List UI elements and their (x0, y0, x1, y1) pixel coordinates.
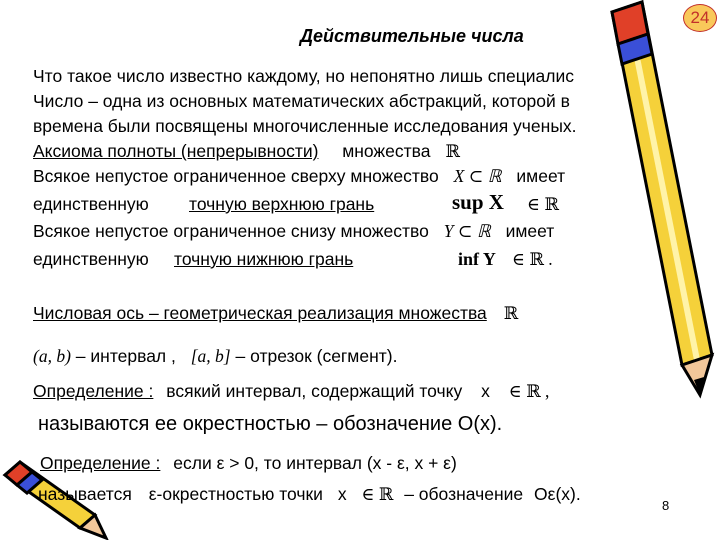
sup-term: точную верхнюю грань (189, 194, 375, 214)
inf-formula: inf Y (458, 249, 496, 269)
interval-closed: [a, b] (190, 346, 231, 366)
definition-2-end: – обозначение (404, 484, 524, 504)
definition-2-label: Определение : (40, 453, 161, 473)
inf-has: имеет (505, 221, 555, 241)
inf-set-expr: Y ⊂ ℝ (443, 221, 491, 241)
axiom-heading: Аксиома полноты (непрерывности) (33, 141, 319, 161)
sup-in-reals: ∈ ℝ (527, 194, 559, 214)
sup-set-expr: X ⊂ ℝ (453, 166, 502, 186)
sup-formula: sup X (452, 190, 504, 214)
number-line-row (33, 305, 518, 323)
intro-line-3: времена были посвящены многочисленные исследования ученых. (33, 116, 577, 136)
definition-2-text: если ε > 0, то интервал (x - ε, x + ε) (173, 453, 457, 473)
intro-line-1: Что такое число известно каждому, но непонятно лишь специалис (33, 66, 574, 86)
intro-line-2: Число – одна из основных математических абстракций, которой в (33, 91, 570, 111)
page-title: Действительные числа (300, 26, 524, 46)
definition-1-line-2: называются ее окрестностью – обозначение O(x). (38, 413, 503, 435)
definition-1-text: всякий интервал, содержащий точку (166, 381, 463, 401)
sup-line-2 (33, 196, 149, 214)
definition-1-in-reals: ∈ ℝ , (508, 381, 550, 401)
definition-2-line-1 (40, 455, 457, 473)
definition-2-line-2 (38, 486, 581, 504)
intervals-row (33, 348, 397, 366)
definition-2-notation: Oε(x). (534, 484, 581, 504)
definition-1-label: Определение : (33, 381, 154, 401)
pencil-icon (600, 0, 720, 400)
number-line-text: Числовая ось – геометрическая реализация множества (33, 303, 487, 323)
interval-open-label: – интервал , (75, 346, 176, 366)
inf-line-1 (33, 223, 554, 241)
page-number: 8 (662, 498, 670, 513)
axiom-set-word: множества (342, 141, 431, 161)
inf-term: точную нижнюю грань (174, 249, 354, 269)
interval-open: (a, b) (33, 346, 71, 366)
axiom-line (33, 143, 460, 161)
sup-unique: единственную (33, 194, 149, 214)
inf-in-reals: ∈ ℝ . (512, 249, 553, 269)
definition-2-start: называется (38, 484, 132, 504)
axiom-reals: ℝ (445, 141, 460, 161)
interval-closed-label: – отрезок (сегмент). (235, 346, 398, 366)
sup-line-1 (33, 168, 565, 186)
number-line-reals: ℝ (503, 303, 519, 323)
definition-2-term: ε-окрестностью точки (148, 484, 323, 504)
inf-statement: Всякое непустое ограниченное снизу множество (33, 221, 429, 241)
sup-statement: Всякое непустое ограниченное сверху множество (33, 166, 439, 186)
definition-2-in-reals: ∈ ℝ (361, 484, 394, 504)
definition-2-point: x (337, 484, 347, 504)
definition-1-line-1 (33, 383, 549, 401)
definition-1-point: x (481, 381, 490, 401)
slide-number: 24 (690, 8, 710, 27)
sup-has: имеет (516, 166, 566, 186)
inf-unique: единственную (33, 249, 149, 269)
